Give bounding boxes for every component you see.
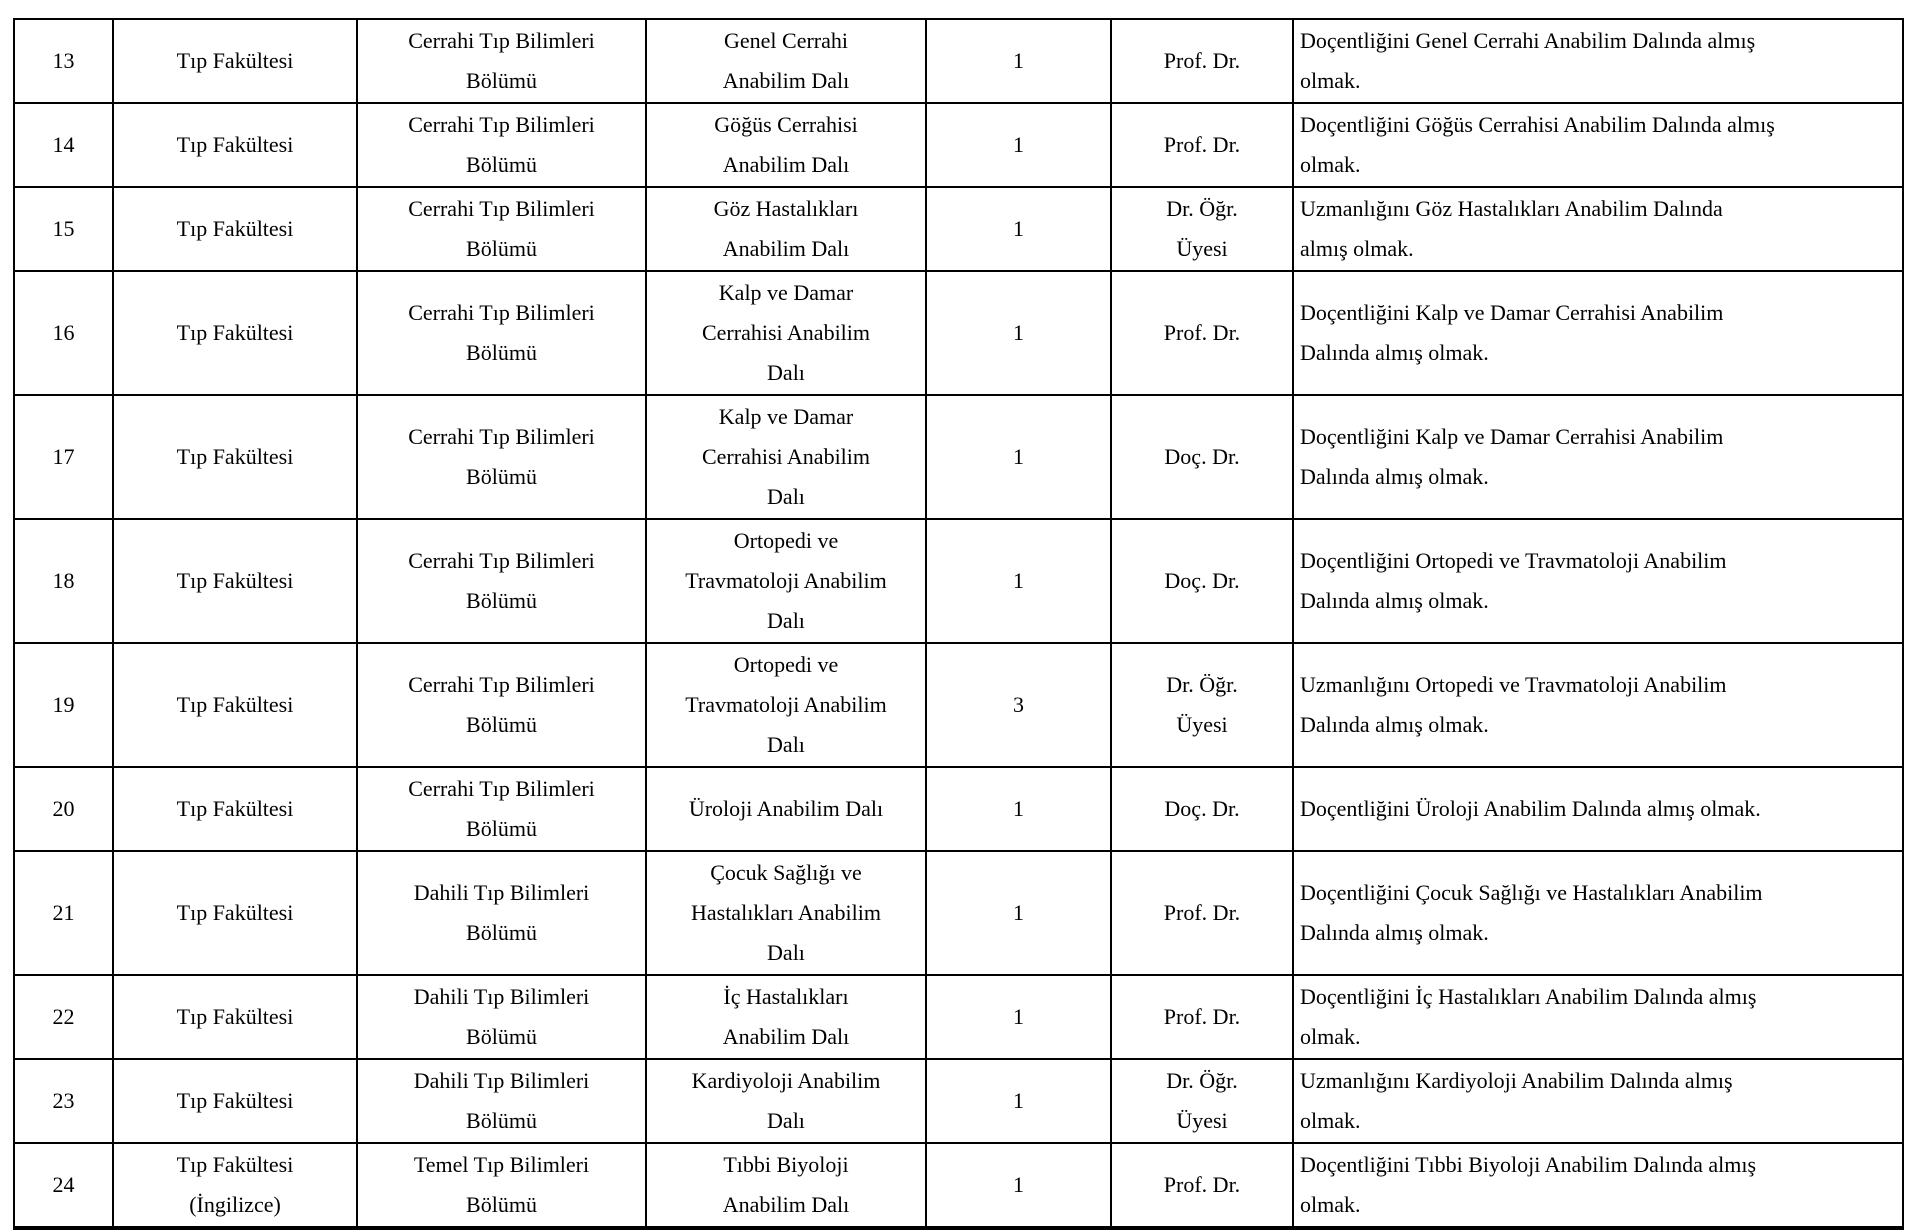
faculty-cell: Tıp Fakültesi bbox=[113, 767, 357, 851]
requirement-cell: Doçentliğini Ortopedi ve Travmatoloji Anabilim Dalında almış olmak. bbox=[1293, 519, 1903, 643]
requirement-cell: Doçentliğini Genel Cerrahi Anabilim Dalında almış olmak. bbox=[1293, 19, 1903, 103]
title-cell: Dr. Öğr. Üyesi bbox=[1111, 1059, 1293, 1143]
requirement-cell: Doçentliğini Kalp ve Damar Cerrahisi Anabilim Dalında almış olmak. bbox=[1293, 395, 1903, 519]
row-no-cell: 22 bbox=[14, 975, 113, 1059]
department-cell: Cerrahi Tıp Bilimleri Bölümü bbox=[357, 767, 646, 851]
program-cell: Göğüs Cerrahisi Anabilim Dalı bbox=[646, 103, 926, 187]
program-cell: Kalp ve Damar Cerrahisi Anabilim Dalı bbox=[646, 271, 926, 395]
department-cell: Dahili Tıp Bilimleri Bölümü bbox=[357, 975, 646, 1059]
title-cell: Dr. Öğr. Üyesi bbox=[1111, 187, 1293, 271]
table-row bbox=[14, 643, 1903, 767]
table-row bbox=[14, 1059, 1903, 1143]
title-cell: Prof. Dr. bbox=[1111, 271, 1293, 395]
faculty-cell: Tıp Fakültesi bbox=[113, 103, 357, 187]
faculty-cell: Tıp Fakültesi bbox=[113, 1059, 357, 1143]
title-cell: Doç. Dr. bbox=[1111, 519, 1293, 643]
title-cell: Prof. Dr. bbox=[1111, 103, 1293, 187]
quota-cell: 1 bbox=[926, 19, 1111, 103]
department-cell: Cerrahi Tıp Bilimleri Bölümü bbox=[357, 519, 646, 643]
faculty-cell: Tıp Fakültesi (İngilizce) bbox=[113, 1143, 357, 1228]
department-cell: Cerrahi Tıp Bilimleri Bölümü bbox=[357, 19, 646, 103]
program-cell: Genel Cerrahi Anabilim Dalı bbox=[646, 19, 926, 103]
requirement-cell: Uzmanlığını Göz Hastalıkları Anabilim Dalında almış olmak. bbox=[1293, 187, 1903, 271]
department-cell: Cerrahi Tıp Bilimleri Bölümü bbox=[357, 103, 646, 187]
table-row bbox=[14, 395, 1903, 519]
department-cell: Cerrahi Tıp Bilimleri Bölümü bbox=[357, 395, 646, 519]
table-row bbox=[14, 103, 1903, 187]
table-row bbox=[14, 519, 1903, 643]
title-cell: Prof. Dr. bbox=[1111, 851, 1293, 975]
row-no-cell: 16 bbox=[14, 271, 113, 395]
quota-cell: 1 bbox=[926, 271, 1111, 395]
quota-cell: 1 bbox=[926, 519, 1111, 643]
faculty-cell: Tıp Fakültesi bbox=[113, 187, 357, 271]
title-cell: Prof. Dr. bbox=[1111, 19, 1293, 103]
table-row bbox=[14, 1143, 1903, 1228]
title-cell: Prof. Dr. bbox=[1111, 1143, 1293, 1228]
row-no-cell: 23 bbox=[14, 1059, 113, 1143]
row-no-cell: 17 bbox=[14, 395, 113, 519]
title-cell: Prof. Dr. bbox=[1111, 975, 1293, 1059]
program-cell: Göz Hastalıkları Anabilim Dalı bbox=[646, 187, 926, 271]
table-row bbox=[14, 851, 1903, 975]
requirement-cell: Uzmanlığını Ortopedi ve Travmatoloji Anabilim Dalında almış olmak. bbox=[1293, 643, 1903, 767]
program-cell: Ortopedi ve Travmatoloji Anabilim Dalı bbox=[646, 643, 926, 767]
row-no-cell: 15 bbox=[14, 187, 113, 271]
quota-cell: 1 bbox=[926, 767, 1111, 851]
row-no-cell: 14 bbox=[14, 103, 113, 187]
faculty-cell: Tıp Fakültesi bbox=[113, 271, 357, 395]
requirement-cell: Doçentliğini Kalp ve Damar Cerrahisi Anabilim Dalında almış olmak. bbox=[1293, 271, 1903, 395]
quota-cell: 1 bbox=[926, 395, 1111, 519]
department-cell: Cerrahi Tıp Bilimleri Bölümü bbox=[357, 643, 646, 767]
requirement-cell: Doçentliğini Çocuk Sağlığı ve Hastalıkları Anabilim Dalında almış olmak. bbox=[1293, 851, 1903, 975]
program-cell: İç Hastalıkları Anabilim Dalı bbox=[646, 975, 926, 1059]
academic-positions-table bbox=[13, 18, 1904, 1230]
faculty-cell: Tıp Fakültesi bbox=[113, 975, 357, 1059]
quota-cell: 1 bbox=[926, 1059, 1111, 1143]
program-cell: Kardiyoloji Anabilim Dalı bbox=[646, 1059, 926, 1143]
row-no-cell: 13 bbox=[14, 19, 113, 103]
department-cell: Cerrahi Tıp Bilimleri Bölümü bbox=[357, 271, 646, 395]
quota-cell: 1 bbox=[926, 975, 1111, 1059]
faculty-cell: Tıp Fakültesi bbox=[113, 643, 357, 767]
program-cell: Tıbbi Biyoloji Anabilim Dalı bbox=[646, 1143, 926, 1228]
faculty-cell: Tıp Fakültesi bbox=[113, 19, 357, 103]
row-no-cell: 21 bbox=[14, 851, 113, 975]
requirement-cell: Uzmanlığını Kardiyoloji Anabilim Dalında almış olmak. bbox=[1293, 1059, 1903, 1143]
program-cell: Üroloji Anabilim Dalı bbox=[646, 767, 926, 851]
title-cell: Dr. Öğr. Üyesi bbox=[1111, 643, 1293, 767]
faculty-cell: Tıp Fakültesi bbox=[113, 519, 357, 643]
requirement-cell: Doçentliğini İç Hastalıkları Anabilim Dalında almış olmak. bbox=[1293, 975, 1903, 1059]
requirement-cell: Doçentliğini Üroloji Anabilim Dalında almış olmak. bbox=[1293, 767, 1903, 851]
quota-cell: 1 bbox=[926, 851, 1111, 975]
quota-cell: 1 bbox=[926, 103, 1111, 187]
program-cell: Kalp ve Damar Cerrahisi Anabilim Dalı bbox=[646, 395, 926, 519]
program-cell: Ortopedi ve Travmatoloji Anabilim Dalı bbox=[646, 519, 926, 643]
department-cell: Dahili Tıp Bilimleri Bölümü bbox=[357, 1059, 646, 1143]
row-no-cell: 18 bbox=[14, 519, 113, 643]
program-cell: Çocuk Sağlığı ve Hastalıkları Anabilim Dalı bbox=[646, 851, 926, 975]
faculty-cell: Tıp Fakültesi bbox=[113, 851, 357, 975]
row-no-cell: 19 bbox=[14, 643, 113, 767]
row-no-cell: 20 bbox=[14, 767, 113, 851]
department-cell: Temel Tıp Bilimleri Bölümü bbox=[357, 1143, 646, 1228]
quota-cell: 1 bbox=[926, 187, 1111, 271]
department-cell: Cerrahi Tıp Bilimleri Bölümü bbox=[357, 187, 646, 271]
quota-cell: 1 bbox=[926, 1143, 1111, 1228]
department-cell: Dahili Tıp Bilimleri Bölümü bbox=[357, 851, 646, 975]
title-cell: Doç. Dr. bbox=[1111, 395, 1293, 519]
row-no-cell: 24 bbox=[14, 1143, 113, 1228]
faculty-cell: Tıp Fakültesi bbox=[113, 395, 357, 519]
requirement-cell: Doçentliğini Tıbbi Biyoloji Anabilim Dalında almış olmak. bbox=[1293, 1143, 1903, 1228]
quota-cell: 3 bbox=[926, 643, 1111, 767]
table-row bbox=[14, 187, 1903, 271]
title-cell: Doç. Dr. bbox=[1111, 767, 1293, 851]
table-row bbox=[14, 19, 1903, 103]
requirement-cell: Doçentliğini Göğüs Cerrahisi Anabilim Dalında almış olmak. bbox=[1293, 103, 1903, 187]
table-row bbox=[14, 975, 1903, 1059]
table-body bbox=[14, 19, 1903, 1228]
table-row bbox=[14, 271, 1903, 395]
table-row bbox=[14, 767, 1903, 851]
